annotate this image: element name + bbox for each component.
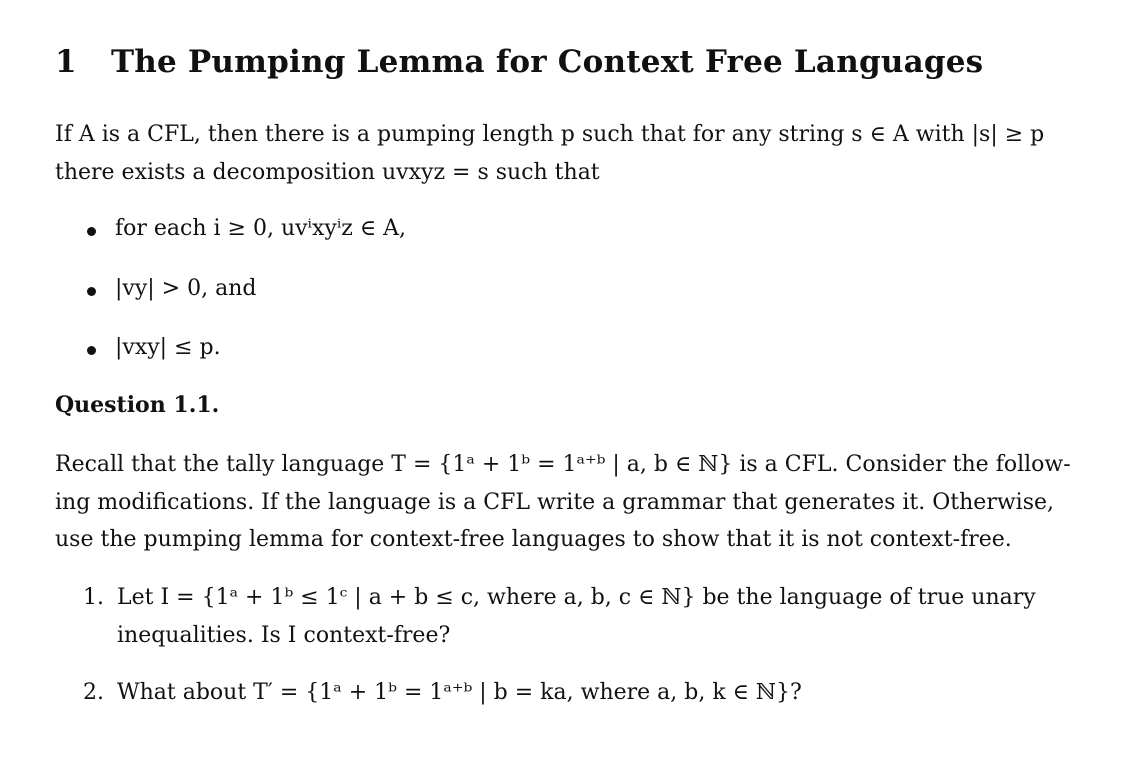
bullet-icon	[87, 346, 96, 355]
question-heading: Question 1.1.	[55, 392, 220, 418]
bullet-icon	[87, 227, 96, 236]
intro-line-1: If A is a CFL, then there is a pumping length p such that for any string s ∈ A with |s| ≥ p	[55, 122, 1045, 147]
condition-text: for each i ≥ 0, uvⁱxyⁱz ∈ A,	[115, 216, 406, 241]
item-text-line-1: Let I = {1ᵃ + 1ᵇ ≤ 1ᶜ | a + b ≤ c, where a, b, c ∈ ℕ} be the language of true unary	[117, 585, 1036, 610]
item-number: 1.	[83, 585, 104, 610]
section-title-text: The Pumping Lemma for Context Free Languages	[111, 44, 984, 80]
question-body-line-2: ing modifications. If the language is a CFL write a grammar that generates it. Otherwise,	[55, 490, 1055, 515]
intro-line-2: there exists a decomposition uvxyz = s such that	[55, 160, 600, 185]
bullet-icon	[87, 287, 96, 296]
section-number: 1	[55, 44, 77, 80]
item-text-line-1: What about T′ = {1ᵃ + 1ᵇ = 1ᵃ⁺ᵇ | b = ka, where a, b, k ∈ ℕ}?	[117, 680, 802, 705]
question-body-line-3: use the pumping lemma for context-free languages to show that it is not context-free.	[55, 527, 1012, 552]
item-number: 2.	[83, 680, 104, 705]
condition-text: |vy| > 0, and	[115, 276, 257, 301]
question-body-line-1: Recall that the tally language T = {1ᵃ + 1ᵇ = 1ᵃ⁺ᵇ | a, b ∈ ℕ} is a CFL. Consider the follow-	[55, 452, 1071, 477]
condition-text: |vxy| ≤ p.	[115, 335, 221, 360]
section-heading	[55, 44, 983, 80]
item-text-line-2: inequalities. Is I context-free?	[117, 623, 451, 648]
